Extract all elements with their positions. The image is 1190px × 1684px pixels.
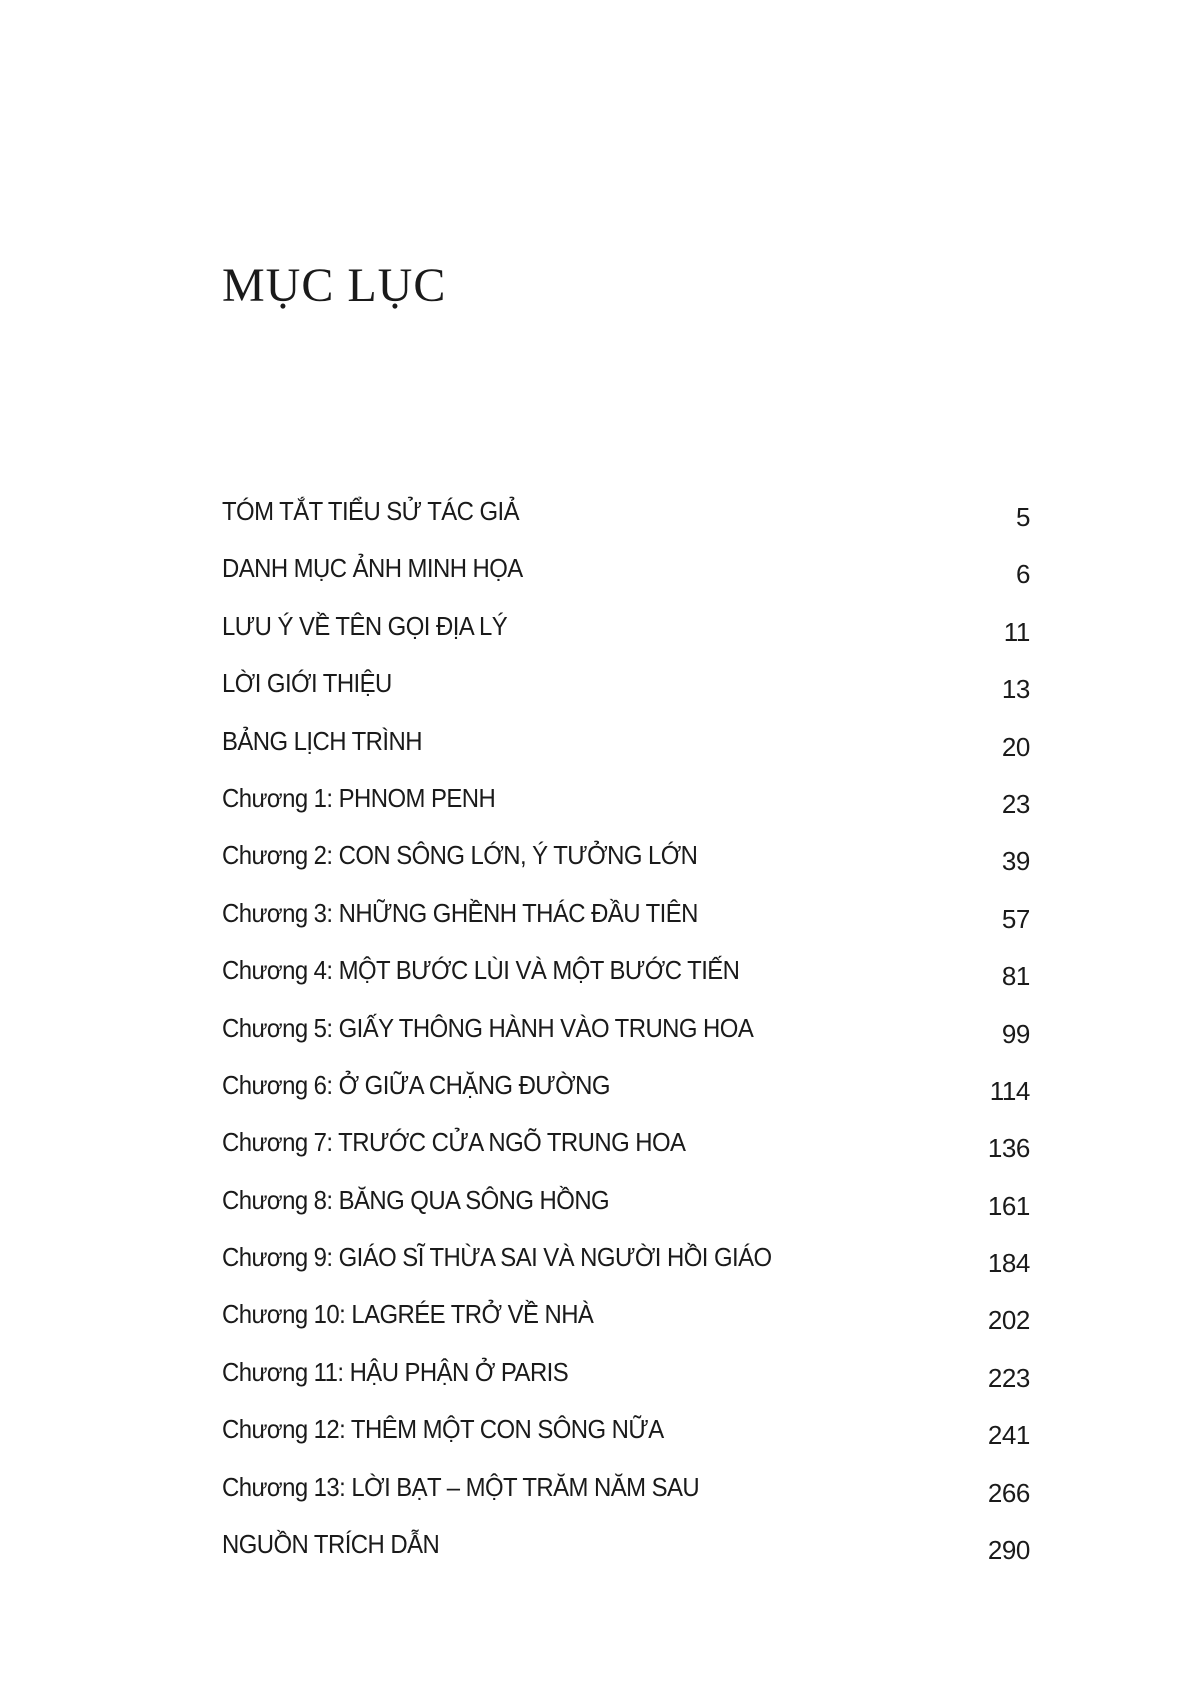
toc-entry-page: 136: [987, 1133, 1030, 1164]
toc-entry-title: LỜI GIỚI THIỆU: [222, 668, 392, 699]
toc-entry-title: Chương 4: MỘT BƯỚC LÙI VÀ MỘT BƯỚC TIẾN: [222, 955, 740, 986]
toc-entry-page: 161: [987, 1190, 1030, 1221]
toc-entry-title: TÓM TẮT TIỂU SỬ TÁC GIẢ: [222, 496, 520, 526]
toc-entry-title: NGUỒN TRÍCH DẪN: [222, 1529, 440, 1560]
toc-entry-title: Chương 6: Ở GIỮA CHẶNG ĐƯỜNG: [222, 1069, 610, 1100]
toc-entry: [222, 1410, 1030, 1467]
toc-entry: [222, 664, 1030, 721]
toc-entry-title: DANH MỤC ẢNH MINH HỌA: [222, 553, 523, 584]
toc-entry-title: Chương 2: CON SÔNG LỚN, Ý TƯỞNG LỚN: [222, 840, 698, 871]
toc-entry-title: Chương 7: TRƯỚC CỬA NGÕ TRUNG HOA: [222, 1127, 686, 1158]
toc-entry-title: Chương 12: THÊM MỘT CON SÔNG NỮA: [222, 1414, 664, 1445]
toc-entry-page: 266: [987, 1477, 1030, 1508]
toc-entry-page: 184: [987, 1248, 1030, 1279]
toc-entry-page: 223: [987, 1362, 1030, 1393]
toc-entry-title: Chương 1: PHNOM PENH: [222, 782, 496, 813]
toc-entry: [222, 1468, 1030, 1525]
toc-entry-title: Chương 5: GIẤY THÔNG HÀNH VÀO TRUNG HOA: [222, 1012, 754, 1043]
toc-entry: [222, 1181, 1030, 1238]
toc-entry-page: 11: [1003, 616, 1030, 647]
toc-entry: [222, 836, 1030, 893]
toc-entry: [222, 549, 1030, 606]
toc-entry: [222, 1066, 1030, 1123]
toc-entry: [222, 894, 1030, 951]
toc-entry-page: 81: [1001, 961, 1030, 992]
toc-entry: [222, 1353, 1030, 1410]
toc-entry-title: LƯU Ý VỀ TÊN GỌI ĐỊA LÝ: [222, 610, 508, 641]
toc-entry-page: 202: [987, 1305, 1030, 1336]
toc-entry-page: 99: [1001, 1018, 1030, 1049]
toc-entry-page: 39: [1001, 846, 1030, 877]
toc-entry-page: 6: [1015, 559, 1030, 590]
toc-entry: [222, 492, 1030, 549]
toc-entry: [222, 1238, 1030, 1295]
toc-entry-title: Chương 3: NHỮNG GHỀNH THÁC ĐẦU TIÊN: [222, 897, 698, 928]
toc-entry: [222, 951, 1030, 1008]
toc-entry: [222, 607, 1030, 664]
toc-entry-title: Chương 13: LỜI BẠT – MỘT TRĂM NĂM SAU: [222, 1471, 700, 1502]
toc-entry-page: 23: [1001, 788, 1030, 819]
table-of-contents: [222, 492, 1030, 1582]
toc-entry-page: 20: [1001, 731, 1030, 762]
toc-entry-page: 241: [987, 1420, 1030, 1451]
page-title: MỤC LỤC: [222, 259, 447, 312]
toc-entry-title: Chương 9: GIÁO SĨ THỪA SAI VÀ NGƯỜI HỒI GIÁO: [222, 1242, 772, 1273]
toc-entry-page: 5: [1015, 502, 1030, 532]
toc-entry: [222, 1525, 1030, 1582]
toc-entry: [222, 1123, 1030, 1180]
toc-entry-title: Chương 8: BĂNG QUA SÔNG HỒNG: [222, 1184, 610, 1215]
toc-entry-title: BẢNG LỊCH TRÌNH: [222, 725, 422, 756]
toc-entry-title: Chương 11: HẬU PHẬN Ở PARIS: [222, 1356, 569, 1387]
toc-entry-page: 13: [1001, 674, 1030, 705]
toc-entry-page: 57: [1001, 903, 1030, 934]
toc-entry-page: 290: [987, 1535, 1030, 1566]
toc-entry: [222, 722, 1030, 779]
toc-entry-title: Chương 10: LAGRÉE TRỞ VỀ NHÀ: [222, 1299, 594, 1330]
toc-entry: [222, 1009, 1030, 1066]
toc-entry-page: 114: [989, 1075, 1030, 1106]
toc-entry: [222, 779, 1030, 836]
toc-entry: [222, 1295, 1030, 1352]
